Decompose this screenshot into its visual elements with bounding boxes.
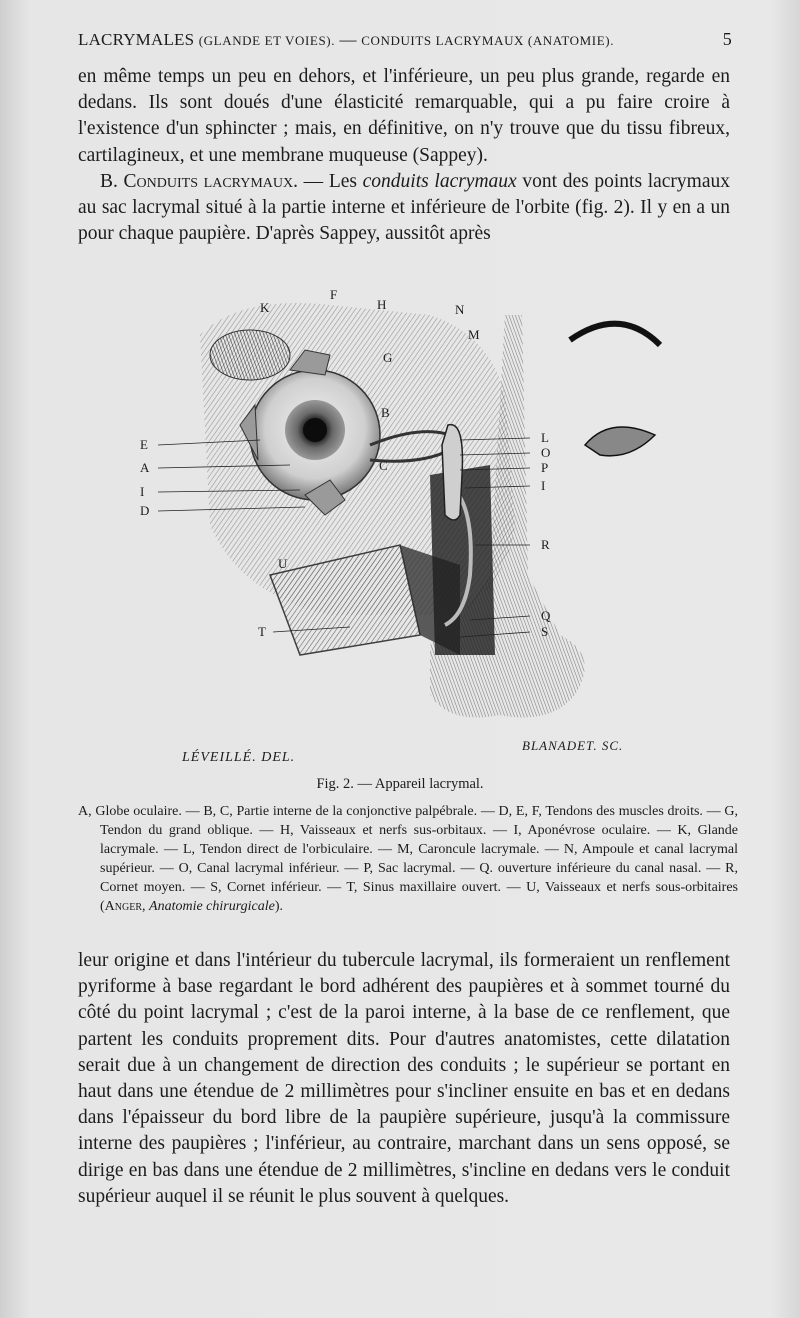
bottom-text-block	[78, 948, 730, 1210]
header-dash: —	[339, 30, 357, 49]
lacrimal-sac	[442, 425, 462, 520]
lacrimal-apparatus-engraving	[130, 275, 670, 765]
fig-label-b: B	[381, 405, 390, 420]
caption-separator: ,	[142, 899, 150, 914]
fig-label-i: I	[140, 484, 145, 499]
fig-label-n: N	[455, 302, 465, 317]
engraving-credit-engraver: BLANADET. SC.	[522, 738, 624, 753]
section-b-heading: B. Conduits lacrymaux.	[100, 170, 298, 192]
section-b-term: conduits lacrymaux	[362, 170, 517, 192]
caption-end: ).	[274, 899, 284, 914]
fig-label-u: U	[278, 556, 288, 571]
header-subtitle: (GLANDE ET VOIES).	[198, 33, 336, 48]
caption-book: Anatomie chirurgicale	[149, 899, 275, 914]
header-title: LACRYMALES	[78, 30, 195, 49]
fig-label-k: K	[260, 300, 270, 315]
fig-label-c: C	[379, 458, 388, 473]
figure-caption-title: Fig. 2. — Appareil lacrymal.	[316, 776, 484, 792]
fig-label-p: P	[541, 460, 549, 475]
bottom-paragraph: leur origine et dans l'intérieur du tubercule lacrymal, ils formeraient un renflement pyriforme à base regardant le bord adhérent des paupières et à sommet tourné du côté du point lacrymal ; c'est de la paroi interne, à la base de ce renflement, que partent les conduits proprement dits. Pour d'autres anatomistes, cette dilatation serait due à un changement de direction des conduits ; le supérieur se portant en haut dans une étendue de 2 millimètres pour s'incliner ensuite en bas et en dedans dans l'épaisseur du bord libre de la paupière supérieure, jusqu'à la commissure interne des paupières ; l'inférieur, au contraire, marchant dans un sens opposé, se dirige en bas dans une étendue de 2 millimètres, s'incline en dedans vers le conduit supérieur auquel il se réunit le plus souvent à quelques.	[78, 950, 730, 1207]
fig-label-e: E	[140, 437, 148, 452]
fig-label-l: L	[541, 430, 549, 445]
fig-label-i-right: I	[541, 478, 546, 493]
fig-label-a: A	[140, 460, 150, 475]
fig-label-d: D	[140, 503, 150, 518]
running-header	[78, 30, 732, 50]
fig-label-o: O	[541, 445, 551, 460]
pupil	[303, 418, 327, 442]
top-paragraph: en même temps un peu en dehors, et l'inférieure, un peu plus grande, regarde en dedans. Ils sont doués d'une élasticité remarquable, qui a pu faire croire à l'existence d'un sphincter ; mais, en définitive, on n'y trouve que du tissu fibreux, cartilagineux, et une membrane muqueuse (Sappey).	[78, 66, 730, 166]
fig-label-t: T	[258, 624, 266, 639]
page-number: 5	[722, 29, 732, 49]
fig-label-s: S	[541, 624, 549, 639]
engraving-credit-draftsman: LÉVEILLÉ. DEL.	[182, 750, 296, 765]
eyelid-sketch	[585, 427, 655, 456]
section-b-text: vont des points lacrymaux au sac lacrymal situé à la partie interne et inférieure de l'orbite (fig. 2). Il y en a un pour chaque paupière. D'après Sappey, aussitôt après	[78, 170, 730, 245]
fig-label-q: Q	[541, 608, 551, 623]
fig-label-g: G	[383, 350, 393, 365]
lacrimal-gland	[210, 330, 290, 380]
top-text-block	[78, 64, 730, 247]
section-b-dash: — Les	[298, 170, 363, 192]
section-b-paragraph	[78, 169, 730, 248]
caption-author: Anger	[104, 899, 143, 914]
nasal-cavity	[430, 465, 495, 655]
caption-legend: A, Globe oculaire. — B, C, Partie interne de la conjonctive palpébrale. — D, E, F, Tendons des muscles droits. — G, Tendon du grand oblique. — H, Vaisseaux et nerfs sus-orbitaux. — I, Aponévrose oculaire. — K, Glande lacrymale. — L, Tendon direct de l'orbiculaire. — M, Caroncule lacrymale. — N, Ampoule et canal lacrymal supérieur. — O, Canal lacrymal inférieur. — P, Sac lacrymal. — Q. ouverture inférieure du canal nasal. — R, Cornet moyen. — S, Cornet inférieur. — T, Sinus maxillaire ouvert. — U, Vaisseaux et nerfs sous-orbitaires (	[78, 804, 738, 914]
fig-label-f: F	[330, 287, 338, 302]
fig-label-r: R	[541, 537, 550, 552]
fig-label-m: M	[468, 327, 480, 342]
figure-caption-body	[78, 802, 738, 916]
fig-label-h: H	[377, 297, 387, 312]
caption-text	[78, 802, 738, 916]
eyebrow-sketch	[570, 324, 660, 345]
header-section: CONDUITS LACRYMAUX (ANATOMIE).	[361, 33, 615, 48]
